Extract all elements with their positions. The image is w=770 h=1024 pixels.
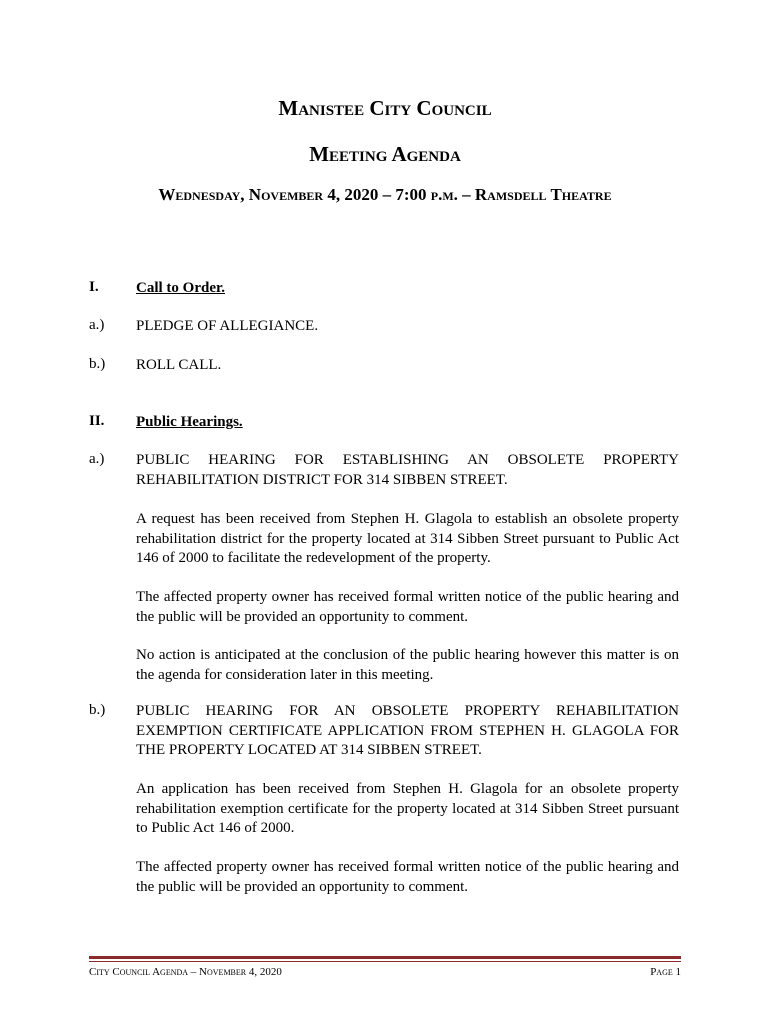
- item-paragraph: No action is anticipated at the conclusion of the public hearing however this matter is on the agenda for consideration later in this meeting.: [136, 647, 679, 683]
- item-title-hearing-certificate: PUBLIC HEARING FOR AN OBSOLETE PROPERTY REHABILITATION EXEMPTION CERTIFICATE APPLICATION FROM STEPHEN H. GLAGOLA FOR THE PROPERTY LOCATED AT 314 SIBBEN STREET.: [136, 703, 679, 758]
- section-heading-public-hearings: Public Hearings.: [136, 414, 243, 430]
- section-heading-call-to-order: Call to Order.: [136, 280, 226, 296]
- agenda-title: Meeting Agenda: [309, 142, 461, 166]
- footer-rule-thin: [89, 961, 681, 962]
- section-number-2: II.: [89, 413, 105, 429]
- item-label: a.): [89, 317, 105, 333]
- item-paragraph: A request has been received from Stephen H. Glagola to establish an obsolete property rehabilitation district for the property located at 314 Sibben Street pursuant to Public Act 146 of 2000 to facilitate the redevelopment of the property.: [136, 511, 679, 566]
- item-paragraph: An application has been received from Stephen H. Glagola for an obsolete property rehabilitation exemption certificate for the property located at 314 Sibben Street pursuant to Public Act 146 of 2000.: [136, 781, 679, 836]
- item-label: b.): [89, 356, 106, 372]
- item-label: a.): [89, 451, 105, 467]
- item-paragraph: The affected property owner has received formal written notice of the public hearing and the public will be provided an opportunity to comment.: [136, 589, 679, 625]
- meeting-date-location: Wednesday, November 4, 2020 – 7:00 p.m. – Ramsdell Theatre: [158, 185, 612, 204]
- item-roll-call: ROLL CALL.: [136, 357, 222, 373]
- footer-rule-thick: [89, 956, 681, 959]
- footer-document-title: City Council Agenda – November 4, 2020: [89, 966, 282, 978]
- council-title: Manistee City Council: [278, 96, 492, 120]
- item-pledge-of-allegiance: PLEDGE OF ALLEGIANCE.: [136, 318, 319, 334]
- item-label: b.): [89, 702, 106, 718]
- item-paragraph: The affected property owner has received formal written notice of the public hearing and the public will be provided an opportunity to comment.: [136, 859, 679, 895]
- footer-page-number: Page 1: [650, 966, 681, 978]
- section-number-1: I.: [89, 279, 99, 295]
- item-title-hearing-district: PUBLIC HEARING FOR ESTABLISHING AN OBSOLETE PROPERTY REHABILITATION DISTRICT FOR 314 SIBBEN STREET.: [136, 452, 679, 488]
